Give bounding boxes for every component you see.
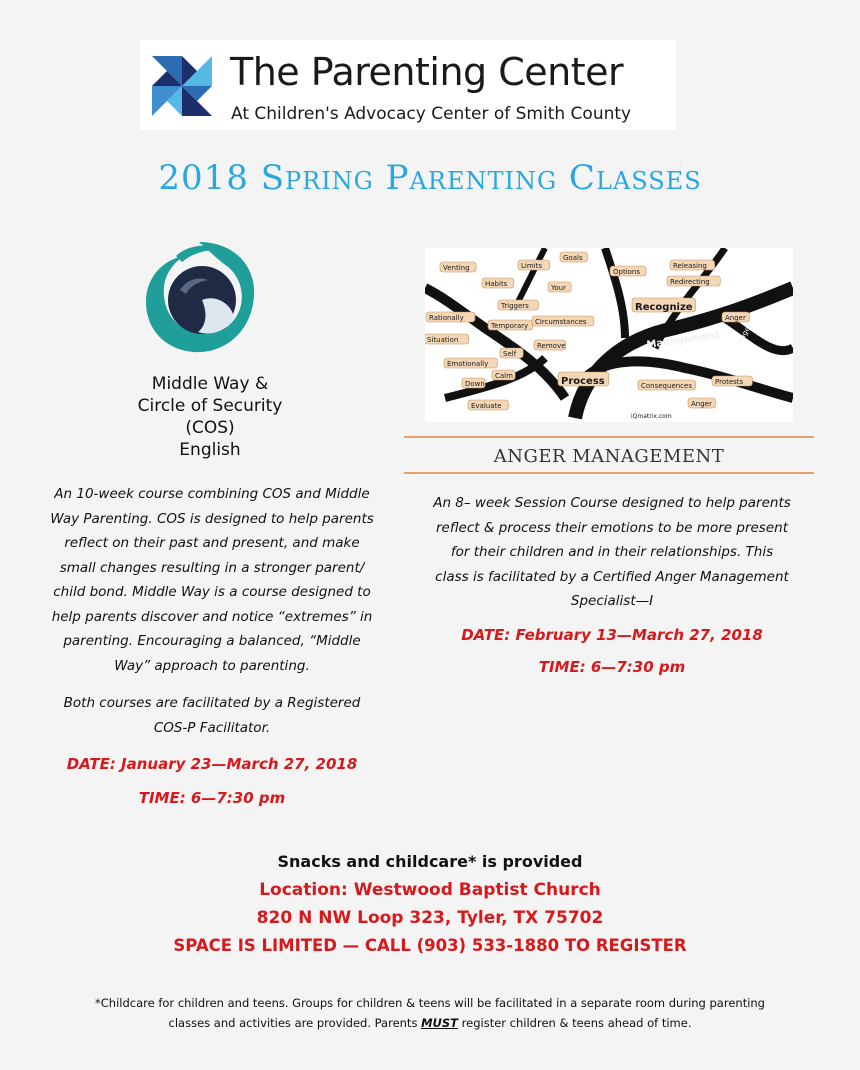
- footnote-line: *Childcare for children and teens. Groups for children & teens will be facilitated in a separate room during parenting: [95, 996, 765, 1010]
- anger-management-heading: ANGER MANAGEMENT: [493, 446, 725, 467]
- mindmap-word: Emotionally: [447, 360, 489, 368]
- middle-way-heading: [110, 373, 310, 461]
- must-emphasis: MUST: [421, 1016, 459, 1030]
- heading-line: English: [179, 440, 241, 460]
- mindmap-word: Self: [503, 350, 517, 358]
- mindmap-word: Calm: [495, 372, 513, 380]
- desc-line: reflect & process their emotions to be more present: [435, 519, 788, 536]
- middle-way-swirl-icon: [136, 234, 262, 360]
- mindmap-word: Protests: [715, 378, 744, 386]
- mindmap-word: Management: [645, 329, 721, 351]
- desc-line: COS-P Facilitator.: [153, 719, 271, 736]
- middle-way-description: [30, 482, 394, 678]
- mindmap-word: Anger: [725, 314, 746, 322]
- mindmap-word: Circumstances: [535, 318, 587, 326]
- mindmap-word: iQmatrix.com: [631, 413, 672, 420]
- desc-line: for their children and in their relationships. This: [450, 544, 774, 560]
- mindmap-word: Options: [613, 268, 641, 276]
- mindmap-word: Evaluate: [471, 402, 502, 410]
- mindmap-word: Recognize: [635, 302, 693, 313]
- middle-way-date: DATE: January 23—March 27, 2018: [66, 755, 358, 773]
- mindmap-word: Consequences: [641, 382, 692, 390]
- desc-line: help parents discover and notice “extremes” in: [51, 608, 373, 625]
- mindmap-word: Anger: [735, 322, 754, 345]
- mindmap-graphic: [425, 248, 793, 422]
- mindmap-word: Goals: [563, 254, 583, 262]
- anger-description: [412, 491, 812, 614]
- mindmap-word: Habits: [485, 280, 508, 288]
- middle-way-time: TIME: 6—7:30 pm: [138, 789, 286, 807]
- anger-time: TIME: 6—7:30 pm: [538, 658, 686, 676]
- mindmap-word: Triggers: [501, 302, 529, 310]
- desc-line: Both courses are facilitated by a Registered: [63, 695, 361, 711]
- mindmap-word: Redirecting: [670, 278, 710, 286]
- anger-mindmap-image: [425, 248, 793, 422]
- mindmap-word: Anger: [691, 400, 712, 408]
- mindmap-word: Releasing: [673, 262, 707, 270]
- logo-subtitle: At Children's Advocacy Center of Smith County: [231, 104, 632, 124]
- heading-line: (COS): [185, 418, 235, 438]
- desc-line: child bond. Middle Way is a course designed to: [53, 584, 371, 600]
- mindmap-word: Rationally: [429, 314, 464, 322]
- divider-top: [404, 436, 814, 438]
- divider-bottom: [404, 472, 814, 474]
- register-call: SPACE IS LIMITED — CALL (903) 533-1880 TO REGISTER: [173, 936, 687, 955]
- anger-date: DATE: February 13—March 27, 2018: [461, 626, 763, 644]
- heading-line: Middle Way &: [151, 374, 269, 394]
- desc-line: Way Parenting. COS is designed to help parents: [50, 510, 374, 527]
- pinwheel-icon: [148, 52, 216, 120]
- mindmap-word: Process: [561, 376, 605, 387]
- desc-line: An 8– week Session Course designed to help parents: [433, 495, 791, 511]
- desc-line: An 10-week course combining COS and Middle: [54, 486, 370, 502]
- logo: [140, 40, 676, 130]
- mindmap-word: Temporary: [491, 322, 529, 330]
- desc-line: parenting. Encouraging a balanced, “Middle: [63, 633, 361, 649]
- mindmap-word: Situation: [427, 336, 459, 344]
- desc-line: Specialist—I: [570, 593, 654, 609]
- mindmap-word: Venting: [443, 264, 470, 272]
- footnote-text: classes and activities are provided. Parents: [168, 1016, 422, 1030]
- facilitator-note: [30, 691, 394, 740]
- footnote-text: register children & teens ahead of time.: [458, 1016, 692, 1030]
- location: Location: Westwood Baptist Church: [259, 880, 601, 900]
- page-title: 2018 Spring Parenting Classes: [158, 158, 702, 198]
- heading-line: Circle of Security: [137, 396, 283, 416]
- logo-title: The Parenting Center: [230, 50, 624, 94]
- snacks-note: Snacks and childcare* is provided: [277, 852, 583, 871]
- footnote-line: [60, 1013, 800, 1033]
- childcare-footnote: [60, 993, 800, 1033]
- mindmap-word: Down: [465, 380, 485, 388]
- desc-line: small changes resulting in a stronger parent/: [59, 559, 365, 576]
- desc-line: Way” approach to parenting.: [114, 657, 310, 674]
- desc-line: reflect on their past and present, and make: [64, 535, 360, 551]
- address: 820 N NW Loop 323, Tyler, TX 75702: [256, 908, 604, 928]
- mindmap-word: Your: [551, 284, 566, 292]
- mindmap-word: Remove: [537, 342, 566, 350]
- desc-line: class is facilitated by a Certified Anger Management: [435, 568, 789, 585]
- mindmap-word: Limits: [521, 262, 542, 270]
